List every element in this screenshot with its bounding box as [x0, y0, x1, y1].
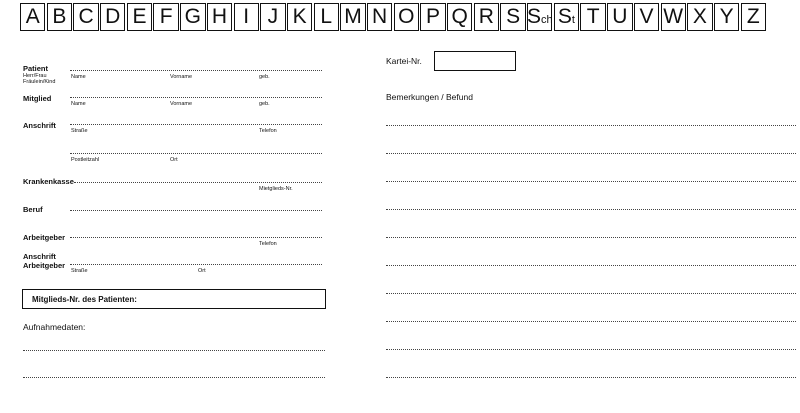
- tab-letter: K: [292, 5, 307, 28]
- tab-letter: P: [426, 5, 441, 28]
- mitglieds-nr-patient-label: Mitglieds-Nr. des Patienten:: [32, 295, 137, 304]
- tab-letter: V: [639, 5, 654, 28]
- bemerkungen-line[interactable]: [386, 265, 796, 266]
- tab-st[interactable]: [554, 3, 579, 31]
- tab-n[interactable]: [367, 3, 392, 31]
- tab-letter: Q: [451, 5, 468, 28]
- bemerkungen-line[interactable]: [386, 237, 796, 238]
- mitglied-name-caption: Name: [71, 101, 86, 107]
- tab-letter: U: [612, 5, 628, 28]
- tab-letter: L: [320, 5, 333, 28]
- arbeitgeber-strasse-caption: Straße: [71, 268, 88, 274]
- tab-letter: S: [526, 5, 541, 28]
- tab-letter: S: [557, 5, 572, 28]
- krankenkasse-label: Krankenkasse: [23, 177, 74, 186]
- tab-letter: T: [586, 5, 600, 28]
- tab-g[interactable]: [180, 3, 205, 31]
- tab-r[interactable]: [474, 3, 499, 31]
- tab-o[interactable]: [394, 3, 419, 31]
- arbeitgeber-label: Arbeitgeber: [23, 233, 66, 242]
- tab-letter: D: [105, 5, 121, 28]
- mitglied-geb-caption: geb.: [259, 101, 270, 107]
- tab-letter: C: [78, 5, 94, 28]
- vorname-caption: Vorname: [170, 74, 193, 80]
- tab-c[interactable]: [73, 3, 98, 31]
- beruf-line[interactable]: [70, 210, 322, 211]
- tab-z[interactable]: [741, 3, 766, 31]
- tab-b[interactable]: [47, 3, 72, 31]
- telefon-caption: Telefon: [259, 128, 277, 134]
- anschrift-arbeitgeber-label: Anschrift Arbeitgeber: [23, 252, 66, 270]
- tab-letter: S: [506, 5, 521, 28]
- mitglied-line[interactable]: [70, 97, 322, 98]
- tab-letter: X: [692, 5, 707, 28]
- tab-letter: A: [25, 5, 40, 28]
- tab-y[interactable]: [714, 3, 739, 31]
- tab-u[interactable]: [607, 3, 632, 31]
- tab-letter: O: [398, 5, 415, 28]
- tab-s[interactable]: [500, 3, 525, 31]
- patient-label: Patient: [23, 64, 49, 73]
- geb-caption: geb.: [259, 74, 270, 80]
- bemerkungen-line[interactable]: [386, 349, 796, 350]
- patient-line[interactable]: [70, 70, 322, 71]
- bemerkungen-label: Bemerkungen / Befund: [386, 92, 473, 102]
- tab-p[interactable]: [420, 3, 445, 31]
- name-caption: Name: [71, 74, 86, 80]
- tab-letter: N: [372, 5, 388, 28]
- tab-j[interactable]: [260, 3, 285, 31]
- bemerkungen-line[interactable]: [386, 321, 796, 322]
- kartei-nr-input[interactable]: [434, 51, 516, 71]
- tab-i[interactable]: [234, 3, 259, 31]
- patient-sub-label: Herr/Frau Fräulein/Kind: [23, 73, 56, 85]
- tab-m[interactable]: [340, 3, 365, 31]
- bemerkungen-line[interactable]: [386, 181, 796, 182]
- tab-x[interactable]: [687, 3, 712, 31]
- tab-a[interactable]: [20, 3, 45, 31]
- tab-letter: H: [211, 5, 228, 28]
- tab-e[interactable]: [127, 3, 152, 31]
- ort-caption: Ort: [170, 157, 178, 163]
- tab-letter: E: [132, 5, 147, 28]
- alphabet-index-tabs: [20, 3, 767, 31]
- tab-f[interactable]: [153, 3, 178, 31]
- aufnahmedaten-line-1[interactable]: [23, 350, 325, 351]
- tab-w[interactable]: [661, 3, 686, 31]
- tab-letter: I: [243, 5, 250, 28]
- tab-letter: M: [344, 5, 362, 28]
- bemerkungen-line[interactable]: [386, 293, 796, 294]
- kartei-nr-label: Kartei-Nr.: [386, 56, 422, 66]
- aufnahmedaten-label: Aufnahmedaten:: [23, 322, 86, 332]
- tab-letter: Y: [719, 5, 734, 28]
- tab-letter: G: [184, 5, 201, 28]
- tab-d[interactable]: [100, 3, 125, 31]
- tab-letter-suffix: ch: [540, 14, 553, 26]
- mitglied-label: Mitglied: [23, 94, 52, 103]
- tab-q[interactable]: [447, 3, 472, 31]
- tab-letter: J: [267, 5, 279, 28]
- tab-v[interactable]: [634, 3, 659, 31]
- tab-h[interactable]: [207, 3, 232, 31]
- tab-letter: W: [663, 5, 684, 28]
- aufnahmedaten-line-2[interactable]: [23, 377, 325, 378]
- bemerkungen-line[interactable]: [386, 377, 796, 378]
- tab-letter: F: [159, 5, 173, 28]
- strasse-caption: Straße: [71, 128, 88, 134]
- tab-t[interactable]: [580, 3, 605, 31]
- bemerkungen-line[interactable]: [386, 209, 796, 210]
- tab-letter: Z: [746, 5, 760, 28]
- tab-sch[interactable]: [527, 3, 552, 31]
- tab-l[interactable]: [314, 3, 339, 31]
- mitglieds-nr-patient-box[interactable]: [22, 289, 326, 309]
- tab-letter-suffix: t: [571, 14, 575, 26]
- tab-letter: B: [52, 5, 67, 28]
- postleitzahl-caption: Postleitzahl: [71, 157, 100, 163]
- krankenkasse-line[interactable]: [74, 182, 322, 183]
- anschrift-arbeitgeber-line[interactable]: [70, 264, 322, 265]
- mitglied-vorname-caption: Vorname: [170, 101, 193, 107]
- arbeitgeber-telefon-caption: Telefon: [259, 241, 277, 247]
- mitglieds-nr-caption: Mietglieds-Nr.: [259, 186, 293, 192]
- arbeitgeber-line[interactable]: [70, 237, 322, 238]
- anschrift-line[interactable]: [70, 124, 322, 125]
- postleitzahl-line[interactable]: [70, 153, 322, 154]
- arbeitgeber-ort-caption: Ort: [198, 268, 206, 274]
- bemerkungen-line[interactable]: [386, 153, 796, 154]
- tab-k[interactable]: [287, 3, 312, 31]
- anschrift-label: Anschrift: [23, 121, 56, 130]
- tab-letter: R: [478, 5, 494, 28]
- bemerkungen-line[interactable]: [386, 125, 796, 126]
- beruf-label: Beruf: [23, 205, 43, 214]
